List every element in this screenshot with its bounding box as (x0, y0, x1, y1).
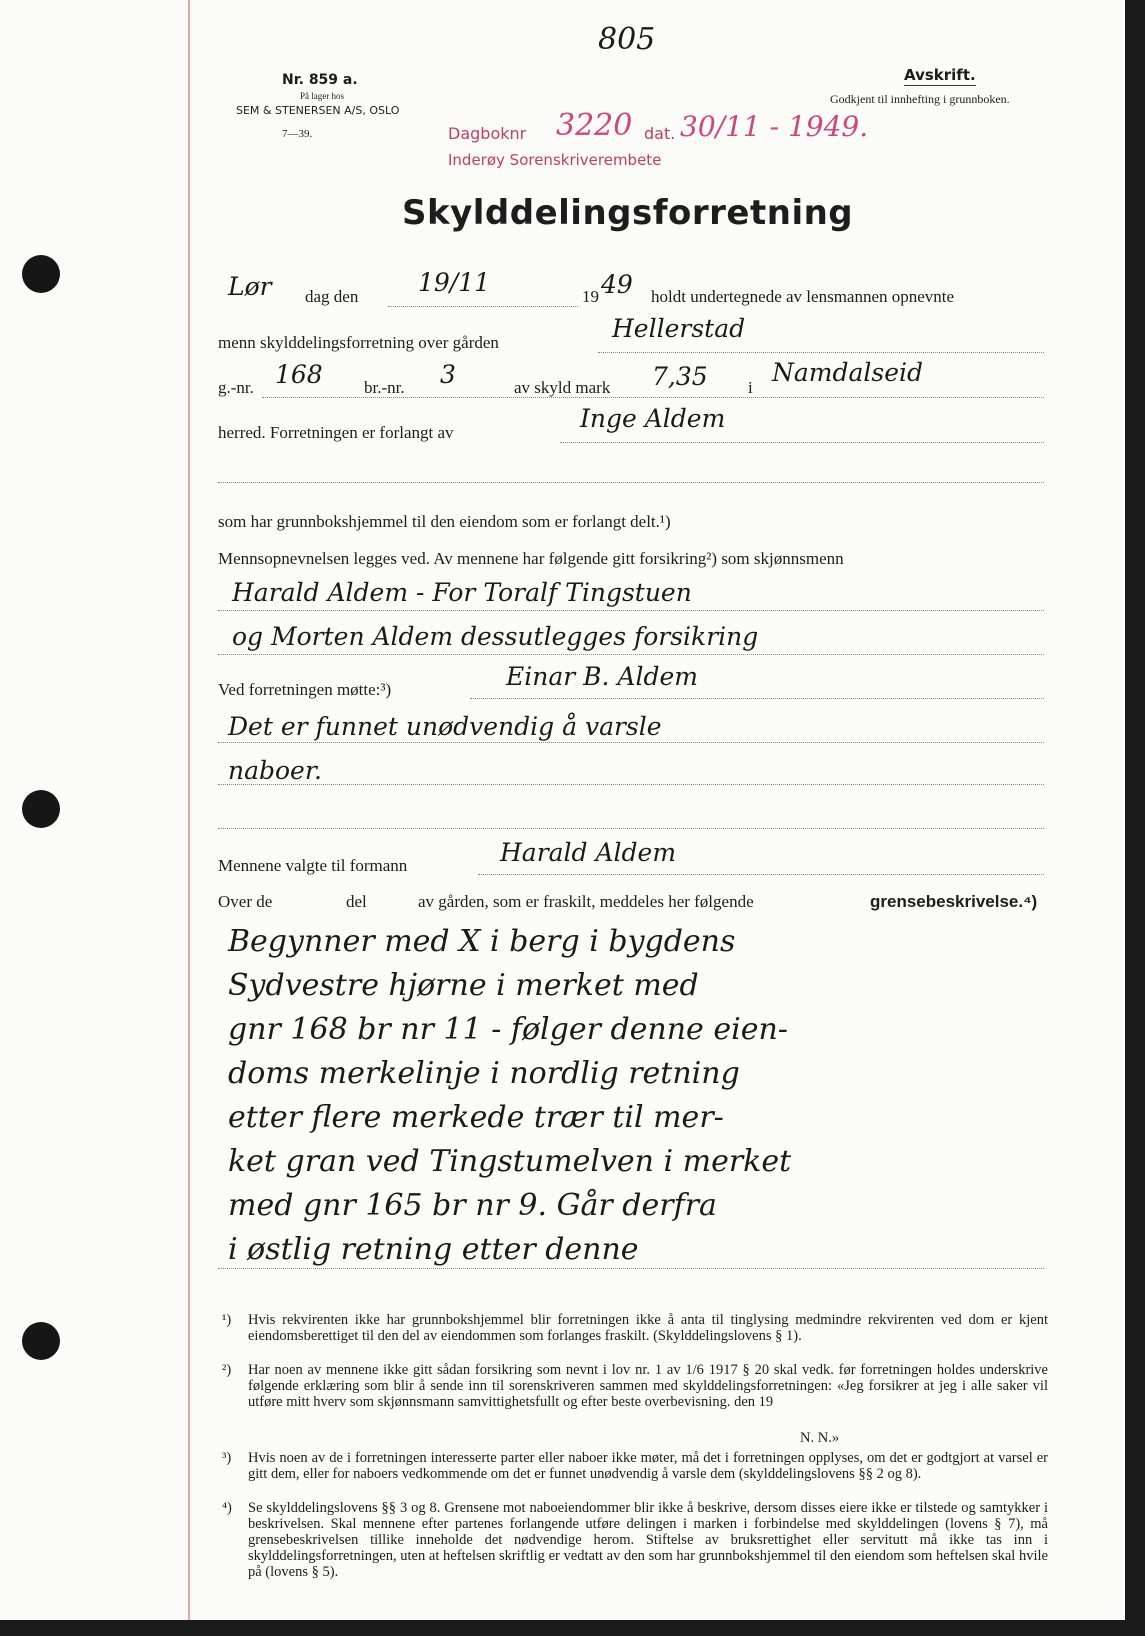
municipality: Namdalseid (772, 358, 924, 387)
weekday: Lør (228, 272, 272, 301)
date: 19/11 (418, 268, 491, 297)
footnote-text: Hvis rekvirenten ikke har grunnbokshjemmel blir forretningen ikke å anta til tinglysing medmindre rekvirenten ved dom er kjent eiendomsberettiget til den del av eiendommen som forlanges fraskilt. (Skylddelingslovens § 1). (248, 1312, 1048, 1344)
del-label: del (346, 892, 367, 911)
footnote-signature: N. N.» (800, 1430, 840, 1446)
herred-text: herred. Forretningen er forlangt av (218, 423, 454, 442)
dagbok-label: Dagboknr (448, 124, 527, 143)
copy-label: Avskrift. (904, 66, 976, 84)
footnote-text: Hvis noen av de i forretningen interesserte parter eller naboer ikke møter, må det i forretningen opplyses, om det er godtgjort at varsel er gitt dem, eller for naboers vedkommende om det er funnet unødvendig å varsle dem (skylddelingslovens §§ 2 og 8). (248, 1450, 1048, 1482)
description-line: ket gran ved Tingstumelven i merket (228, 1144, 792, 1179)
grense-label: grensebeskrivelse.⁴) (870, 892, 1038, 911)
grense-text: av gården, som er fraskilt, meddeles her følgende (418, 892, 754, 911)
approval-text: Godkjent til innhefting i grunnboken. (830, 92, 1010, 106)
description-line: Sydvestre hjørne i merket med (228, 968, 699, 1003)
footnote-text: Har noen av mennene ikke gitt sådan forsikring som nevnt i lov nr. 1 av 1/6 1917 § 20 skal vedk. før forretningen holdes underskrive følgende erklæring som blir å sende inn til sorenskriveren sammen med skylddelingsforretningen: «Jeg forsikrer at jeg i alle saker vil utføre mitt hverv som skjønnsmann samvittighetsfullt og efter beste overbevisning. den 19 (248, 1362, 1048, 1410)
bnr-label: br.-nr. (364, 378, 405, 397)
description-line: gnr 168 br nr 11 - følger denne eien- (228, 1012, 788, 1047)
hjemmel-text: som har grunnbokshjemmel til den eiendom som er forlangt delt.¹) (218, 512, 671, 531)
footnote-text: Se skylddelingslovens §§ 3 og 8. Grensene mot naboeiendommer blir ikke å beskrive, dersom disses eiere ikke er tilstede og samtykker i beskrivelsen. Skal mennene efter partenes forlangende utføre delingen i marken i forbindelse med skylddelingen (lovens § 7), må grensebeskrivelsen tillike inneholde det nødvendige herom. Stiftelse av bruksrettighet eller servitutt må ikke tas inn i skylddelingsforretningen, uten at heftelsen skriftlig er vedtatt av den som har grunnbokshjemmel til den eiendom som heftelsen skal hvile på (lovens § 5). (248, 1500, 1048, 1580)
description-line: etter flere merkede trær til mer- (228, 1100, 724, 1135)
punch-hole (22, 1322, 60, 1360)
skyld-value: 7,35 (652, 362, 708, 391)
forsikring-line: og Morten Aldem dessutlegges forsikring (232, 622, 759, 651)
description-line: doms merkelinje i nordlig retning (228, 1056, 740, 1091)
dagbok-number: 3220 (556, 108, 633, 143)
forsikring-line: Harald Aldem - For Toralf Tingstuen (232, 578, 692, 607)
formann-value: Harald Aldem (500, 838, 677, 867)
punch-hole (22, 255, 60, 293)
gnr-label: g.-nr. (218, 378, 254, 397)
footnote-number: ¹) (222, 1312, 232, 1328)
office-stamp: Inderøy Sorenskriverembete (448, 151, 662, 169)
varsel-line: Det er funnet unødvendig å varsle (228, 712, 662, 741)
dato-value: 30/11 - 1949. (680, 110, 869, 143)
punch-hole (22, 790, 60, 828)
description-line: Begynner med X i berg i bygdens (228, 924, 736, 959)
page-number: 805 (598, 22, 656, 57)
farm-name: Hellerstad (612, 314, 746, 343)
dag-den-label: dag den (305, 287, 359, 306)
requester: Inge Aldem (580, 404, 726, 433)
form-number: Nr. 859 a. (282, 72, 358, 88)
varsel-line: naboer. (228, 756, 323, 785)
i-label: i (748, 378, 753, 397)
dato-label: dat. (644, 124, 676, 143)
description-line: i østlig retning etter denne (228, 1232, 639, 1267)
motte-label: Ved forretningen møtte:³) (218, 680, 392, 699)
publisher-date: 7—39. (282, 128, 313, 140)
publisher-name: SEM & STENERSEN A/S, OSLO (236, 104, 400, 117)
footnote-number: ³) (222, 1450, 232, 1466)
menn-text: menn skylddelingsforretning over gården (218, 333, 499, 352)
page-title: Skylddelingsforretning (402, 193, 854, 233)
formann-label: Mennene valgte til formann (218, 856, 408, 875)
motte-value: Einar B. Aldem (506, 662, 698, 691)
footnote-number: ²) (222, 1362, 232, 1378)
publisher-line: På lager hos (300, 91, 344, 101)
gnr-value: 168 (275, 360, 323, 389)
bnr-value: 3 (440, 360, 456, 389)
year-suffix: 49 (601, 270, 633, 299)
holdt-text: holdt undertegnede av lensmannen opnevnte (651, 287, 955, 306)
margin-rule (188, 0, 190, 1620)
footnote-number: ⁴) (222, 1500, 232, 1516)
opnevn-text: Mennsopnevnelsen legges ved. Av mennene har følgende gitt forsikring²) som skjønnsmenn (218, 549, 844, 568)
skyld-label: av skyld mark (514, 378, 611, 397)
year-prefix: 19 (582, 287, 599, 306)
over-de-label: Over de (218, 892, 273, 911)
description-line: med gnr 165 br nr 9. Går derfra (228, 1188, 717, 1223)
